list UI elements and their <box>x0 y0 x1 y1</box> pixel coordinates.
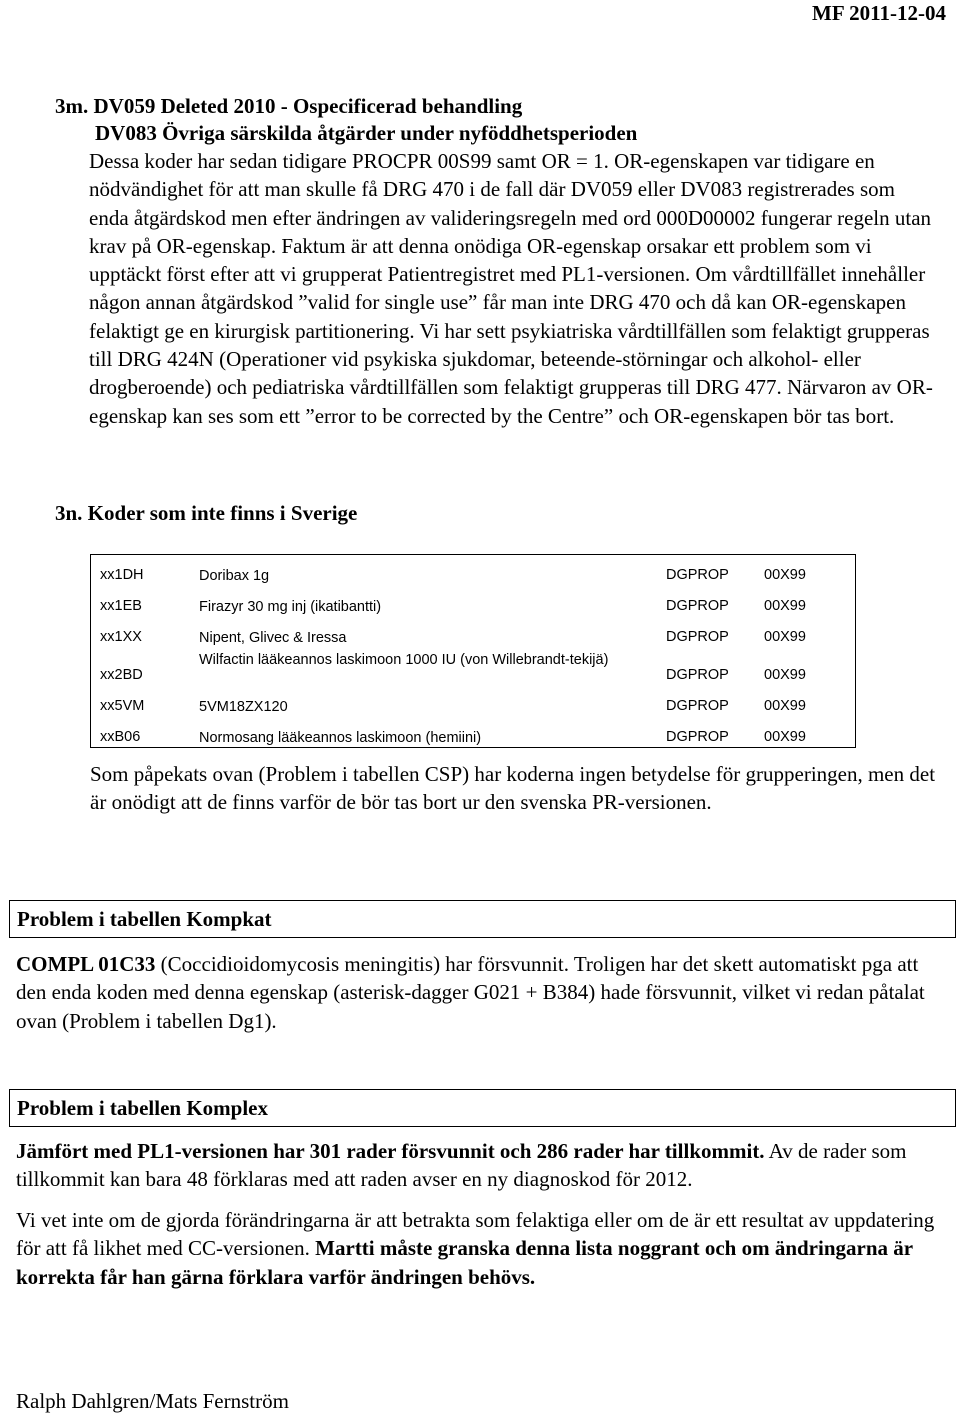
footer-authors: Ralph Dahlgren/Mats Fernström <box>16 1389 289 1413</box>
name-cell: Nipent, Glivec & Iressa <box>199 630 347 646</box>
value-cell: 00X99 <box>764 729 806 745</box>
section-3m-body: Dessa koder har sedan tidigare PROCPR 00S99 samt OR = 1. OR-egenskapen var tidigare en nödvändighet för att man skulle få DRG 470 i de fall där DV059 eller DV083 registrerades som enda åtgärdskod men efter ändringen av valideringsregeln med ord 000D00002 fungerar regeln utan krav på OR-egenskap. Faktum är att denna onödiga OR-egenskap orsakar ett problem som vi upptäckt först efter att vi grupperat Patientregistret med PL1-versionen. Om vårdtillfället innehåller någon annan åtgärdskod ”valid for single use” får man inte DRG 470 och då kan OR-egenskapen felaktigt ge en kirurgisk partitionering. Vi har sett psykiatriska vårdtillfällen som felaktigt grupperas till DRG 424N (Operationer vid psykiska sjukdomar, beteende-störningar och alkohol- eller drogberoende) och pediatriska vårdtillfällen som felaktigt grupperas till DRG 477. Närvaron av OR-egenskap kan ses som ett ”error to be corrected by the Centre” och OR-egenskapen bör tas bort. <box>89 149 933 428</box>
group-cell: DGPROP <box>666 667 729 683</box>
group-cell: DGPROP <box>666 629 729 645</box>
komplex-p1-text: Av de rader som tillkommit kan bara 48 förklaras med att raden avser en ny diagnoskod för 2012. <box>16 1139 907 1192</box>
kompkat-title-box <box>9 900 956 938</box>
komplex-paragraph-1 <box>16 1137 946 1194</box>
section-3m-heading-2: DV083 Övriga särskilda åtgärder under nyföddhetsperioden <box>95 121 638 145</box>
code-cell: xx1DH <box>100 567 144 583</box>
code-cell: xx1XX <box>100 629 142 645</box>
kompkat-paragraph <box>16 950 946 1035</box>
kompkat-bold-lead: COMPL 01C33 <box>16 952 156 976</box>
name-cell: 5VM18ZX120 <box>199 699 288 715</box>
komplex-p2-bold: Martti måste granska denna lista noggrant och om ändringarna är korrekta får han gärna förklara varför ändringen behövs. <box>16 1236 913 1289</box>
code-cell: xx1EB <box>100 598 142 614</box>
code-cell: xxB06 <box>100 729 141 745</box>
code-cell: xx2BD <box>100 667 143 683</box>
header-date: MF 2011-12-04 <box>812 1 946 25</box>
code-cell: xx5VM <box>100 698 145 714</box>
value-cell: 00X99 <box>764 698 806 714</box>
komplex-title-box <box>9 1089 956 1127</box>
section-3n-note: Som påpekats ovan (Problem i tabellen CSP) har koderna ingen betydelse för grupperingen, men det är onödigt att de finns varför de bör tas bort ur den svenska PR-versionen. <box>90 762 936 815</box>
name-cell: Firazyr 30 mg inj (ikatibantti) <box>199 599 382 615</box>
section-3n-heading: 3n. Koder som inte finns i Sverige <box>55 501 358 525</box>
section-3m-heading-1: 3m. DV059 Deleted 2010 - Ospecificerad behandling <box>55 94 523 118</box>
name-cell: Normosang lääkeannos laskimoon (hemiini) <box>199 730 482 746</box>
value-cell: 00X99 <box>764 667 806 683</box>
group-cell: DGPROP <box>666 567 729 583</box>
codes-table <box>90 554 856 748</box>
group-cell: DGPROP <box>666 598 729 614</box>
name-cell: Doribax 1g <box>199 568 270 584</box>
komplex-p2-text: Vi vet inte om de gjorda förändringarna är att betrakta som felaktiga eller om de är ett resultat av uppdatering för att få likhet med CC-versionen. <box>16 1208 935 1261</box>
kompkat-title: Problem i tabellen Kompkat <box>17 907 272 931</box>
group-cell: DGPROP <box>666 729 729 745</box>
name-cell: Wilfactin lääkeannos laskimoon 1000 IU (von Willebrandt-tekijä) <box>199 652 609 668</box>
komplex-paragraph-2 <box>16 1206 946 1291</box>
kompkat-text: (Coccidioidomycosis meningitis) har försvunnit. Troligen har det skett automatiskt pga att den enda koden med denna egenskap (asterisk-dagger G021 + B384) hade försvunnit, vilket vi redan påtalat ovan (Problem i tabellen Dg1). <box>16 952 925 1033</box>
value-cell: 00X99 <box>764 629 806 645</box>
section-3m <box>55 93 935 430</box>
komplex-p1-bold: Jämfört med PL1-versionen har 301 rader försvunnit och 286 rader har tillkommit. <box>16 1139 765 1163</box>
value-cell: 00X99 <box>764 598 806 614</box>
group-cell: DGPROP <box>666 698 729 714</box>
value-cell: 00X99 <box>764 567 806 583</box>
komplex-title: Problem i tabellen Komplex <box>17 1096 269 1120</box>
